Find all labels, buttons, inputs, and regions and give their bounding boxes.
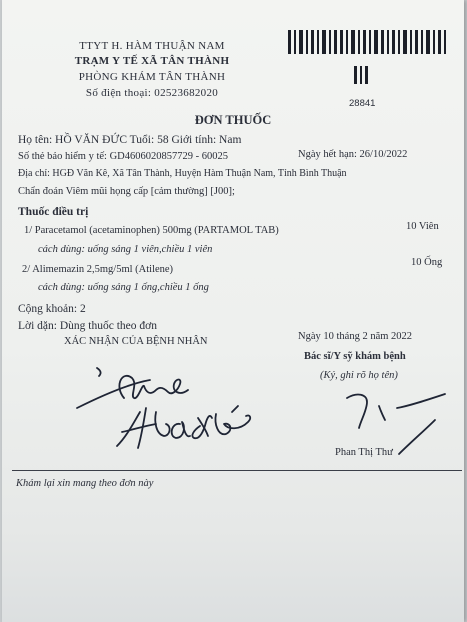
medicine-1-name: 1/ Paracetamol (acetaminophen) 500mg (PARTAMOL TAB): [24, 225, 279, 236]
prescription-date: Ngày 10 tháng 2 năm 2022: [298, 331, 413, 342]
document-title: ĐƠN THUỐC: [194, 113, 272, 127]
footer-note: Khám lại xin mang theo đơn này: [16, 478, 154, 489]
barcode: [286, 30, 456, 84]
clinic-phone: Số điện thoại: 02523682020: [85, 87, 219, 99]
treatment-heading: Thuốc điều trị: [18, 206, 89, 218]
patient-confirmation-label: XÁC NHẬN CỦA BỆNH NHÂN: [64, 336, 208, 347]
doctor-sign-note: (Ký, ghi rõ họ tên): [320, 370, 398, 381]
patient-name-line: Họ tên: HỒ VĂN ĐỨC Tuổi: 58 Giới tính: Nam: [18, 134, 242, 146]
medicine-2-name: 2/ Alimemazin 2,5mg/5ml (Atilene): [22, 264, 174, 275]
footer-divider: [12, 470, 462, 471]
advice: Lời dặn: Dùng thuốc theo đơn: [18, 320, 157, 332]
insurance-expiry: Ngày hết hạn: 26/10/2022: [298, 149, 408, 160]
patient-signature: [72, 360, 287, 460]
clinic-center: TTYT H. HÀM THUẬN NAM: [79, 40, 225, 52]
clinic-room: PHÒNG KHÁM TÂN THÀNH: [78, 71, 226, 83]
patient-address: Địa chỉ: HGĐ Văn Kê, Xã Tân Thành, Huyện Hàm Thuận Nam, Tỉnh Bình Thuận: [18, 168, 347, 179]
insurance-number: Số thẻ bảo hiểm y tế: GD4606020857729 - 60025: [18, 151, 228, 162]
barcode-number: 28841: [349, 98, 376, 109]
total-items: Cộng khoản: 2: [18, 303, 86, 315]
medicine-2-usage: cách dùng: uống sáng 1 ống,chiều 1 ống: [38, 282, 209, 293]
doctor-title: Bác sĩ/Y sỹ khám bệnh: [304, 351, 406, 362]
doctor-name: Phan Thị Thư: [335, 447, 393, 458]
medicine-2-quantity: 10 Ống: [411, 257, 443, 268]
clinic-station: TRẠM Y TẾ XÃ TÂN THÀNH: [74, 55, 230, 67]
prescription-paper: [2, 0, 464, 622]
medicine-1-quantity: 10 Viên: [406, 221, 439, 232]
medicine-1-usage: cách dùng: uống sáng 1 viên,chiều 1 viên: [38, 244, 213, 255]
diagnosis: Chẩn đoán Viêm mũi họng cấp [cảm thường] [J00];: [18, 186, 235, 197]
